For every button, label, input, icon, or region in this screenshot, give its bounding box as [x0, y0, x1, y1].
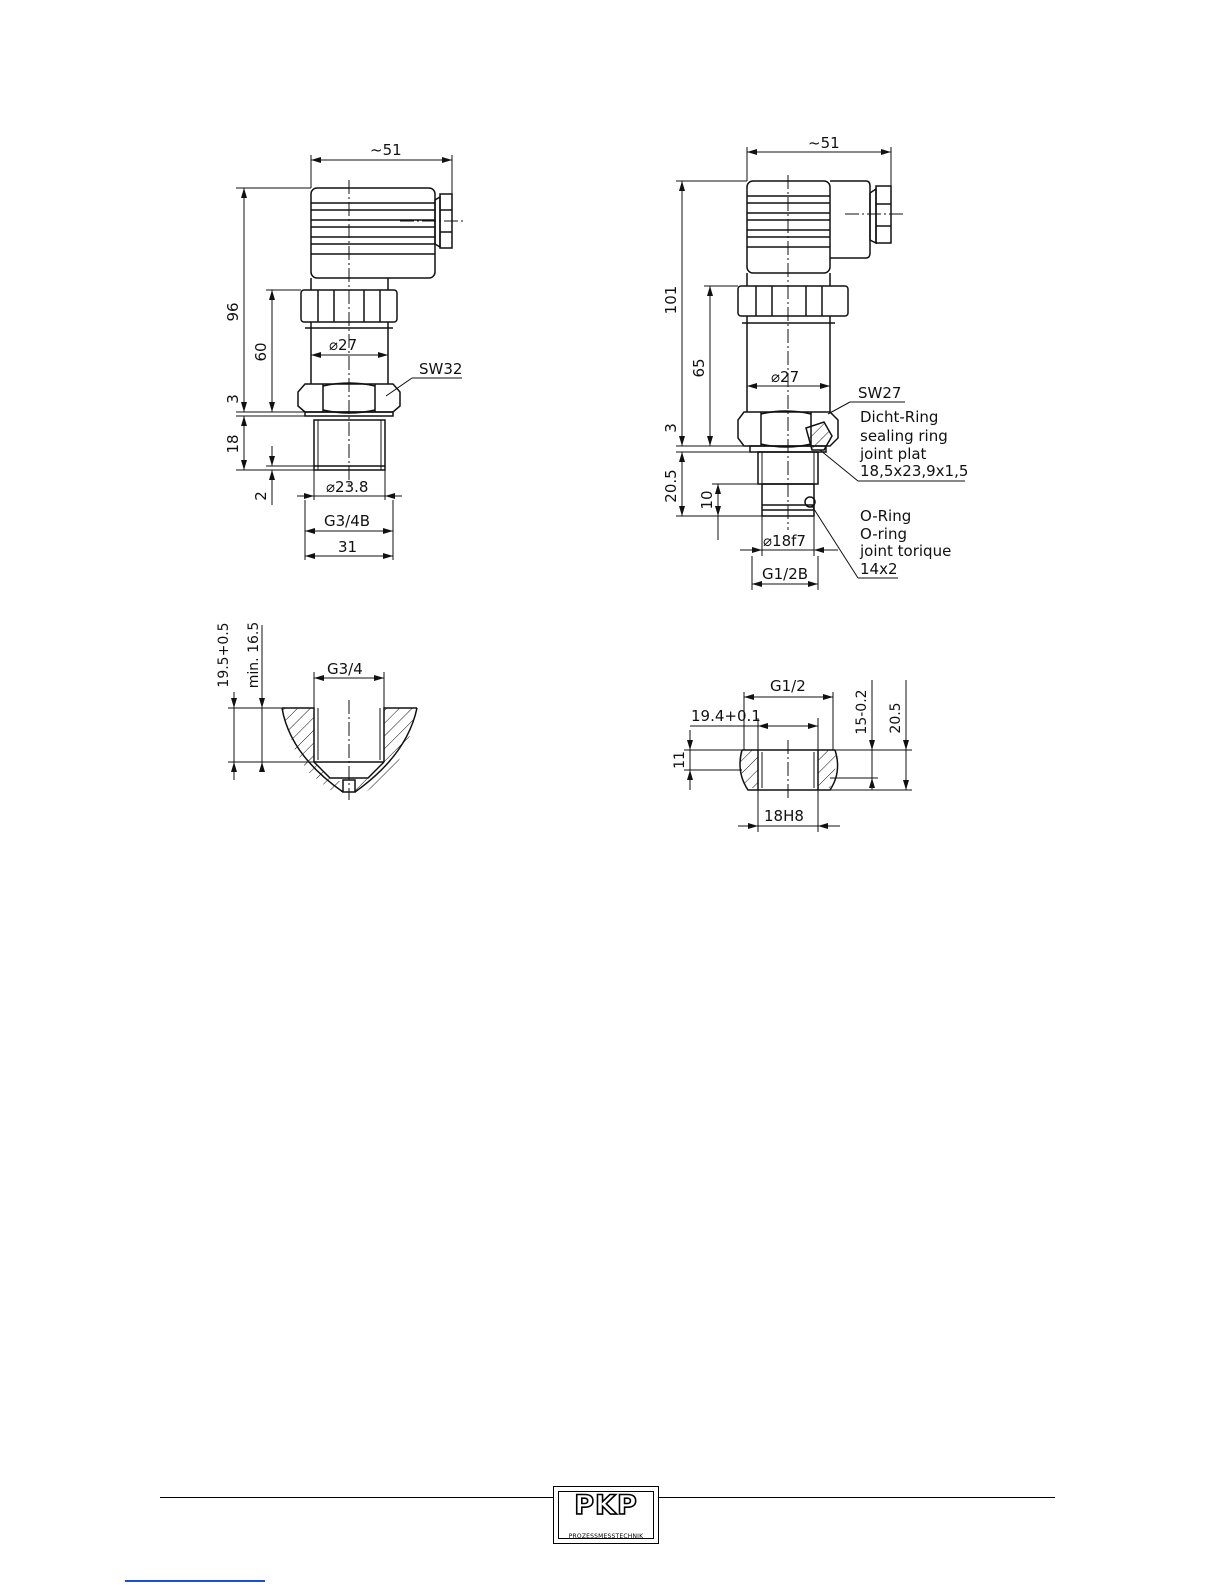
oring-line-1: O-Ring [860, 507, 912, 525]
right-height-10: 10 [698, 490, 716, 510]
left-transmitter-view [224, 141, 465, 560]
right-port-height-11: 11 [672, 751, 688, 769]
sealing-ring-line-1: Dicht-Ring [860, 408, 939, 426]
right-port-thread: G1/2 [770, 677, 806, 695]
sealing-ring-line-4: 18,5x23,9x1,5 [860, 462, 969, 480]
sealing-ring-line-3: joint plat [860, 445, 927, 463]
oring-line-4: 14x2 [860, 560, 898, 578]
company-logo [553, 1486, 659, 1544]
right-height-20-5: 20.5 [662, 469, 680, 503]
left-port-depth-tol: 19.5+0.5 [216, 622, 232, 688]
sealing-ring-note [820, 408, 968, 481]
logo-subtitle: PROZESSMESSTECHNIK [568, 1533, 644, 1540]
left-dia-23-8: ⌀23.8 [326, 478, 369, 496]
right-sw27-label: SW27 [858, 384, 902, 402]
right-port-section [672, 677, 912, 832]
oring-line-2: O-ring [860, 525, 907, 543]
right-transmitter-view [662, 134, 968, 590]
left-thread-label: G3/4B [324, 512, 371, 530]
right-height-65: 65 [690, 358, 708, 378]
left-height-3: 3 [224, 394, 242, 404]
right-height-3: 3 [662, 423, 680, 433]
left-port-depth-min: min. 16.5 [246, 621, 262, 689]
left-height-2: 2 [252, 491, 270, 501]
right-thread-label: G1/2B [762, 565, 809, 583]
left-width-31: 31 [338, 538, 358, 556]
corner-link-underline[interactable] [125, 1580, 265, 1582]
right-union-nut [738, 286, 848, 316]
right-port-depth-total: 20.5 [888, 702, 904, 734]
right-height-101: 101 [662, 285, 680, 315]
sealing-ring-line-2: sealing ring [860, 427, 948, 445]
left-connector-housing [311, 188, 435, 278]
logo-text: PKP [574, 1490, 638, 1521]
left-height-18: 18 [224, 434, 242, 454]
left-port-thread: G3/4 [327, 660, 363, 678]
oring-line-3: joint torique [860, 542, 952, 560]
right-port-bore: 18H8 [764, 807, 804, 825]
left-sw32-label: SW32 [419, 360, 463, 378]
left-height-60: 60 [252, 342, 270, 362]
right-width-label: ~51 [808, 134, 840, 152]
left-dia-27: ⌀27 [329, 336, 358, 354]
right-port-counterbore: 19.4+0.1 [691, 707, 761, 725]
oring-note [812, 506, 951, 578]
left-height-96: 96 [224, 302, 242, 322]
right-port-depth-tol: 15-0.2 [854, 689, 870, 735]
right-dia-18f7: ⌀18f7 [763, 532, 806, 550]
left-width-label: ~51 [370, 141, 402, 159]
left-port-section [216, 622, 417, 800]
right-dia-27: ⌀27 [771, 368, 800, 386]
